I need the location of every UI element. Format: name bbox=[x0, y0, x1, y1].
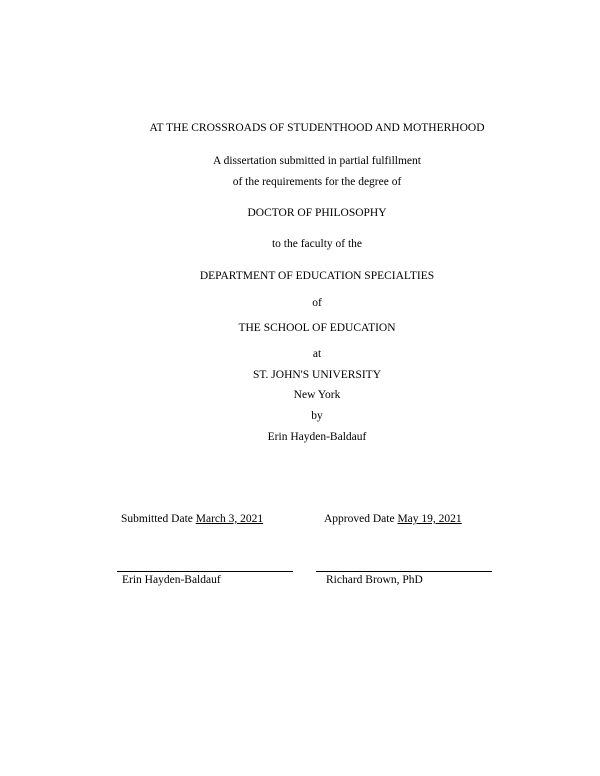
department-name: DEPARTMENT OF EDUCATION SPECIALTIES bbox=[199, 270, 435, 282]
author-signature-name: Erin Hayden-Baldauf bbox=[122, 574, 221, 586]
dissertation-title: AT THE CROSSROADS OF STUDENTHOOD AND MOTHERHOOD bbox=[149, 122, 485, 134]
submission-statement-line-2: of the requirements for the degree of bbox=[232, 176, 402, 188]
mentor-signature-name: Richard Brown, PhD bbox=[326, 574, 423, 586]
of-connector: of bbox=[312, 297, 322, 309]
at-connector: at bbox=[312, 348, 322, 360]
faculty-line: to the faculty of the bbox=[271, 238, 363, 250]
approved-date bbox=[324, 513, 462, 525]
author-signature-line bbox=[117, 571, 293, 572]
author-name: Erin Hayden-Baldauf bbox=[267, 431, 367, 443]
university-location: New York bbox=[293, 389, 341, 401]
submitted-date bbox=[121, 513, 263, 525]
university-name: ST. JOHN'S UNIVERSITY bbox=[252, 369, 382, 381]
submission-statement-line-1: A dissertation submitted in partial fulfillment bbox=[213, 155, 421, 167]
submitted-date-label: Submitted Date bbox=[121, 513, 193, 525]
school-name: THE SCHOOL OF EDUCATION bbox=[238, 322, 396, 334]
mentor-signature-line bbox=[316, 571, 492, 572]
approved-date-label: Approved Date bbox=[324, 513, 395, 525]
submitted-date-value: March 3, 2021 bbox=[195, 513, 264, 525]
degree-name: DOCTOR OF PHILOSOPHY bbox=[247, 207, 387, 219]
approved-date-value: May 19, 2021 bbox=[397, 513, 462, 525]
by-connector: by bbox=[311, 410, 323, 422]
